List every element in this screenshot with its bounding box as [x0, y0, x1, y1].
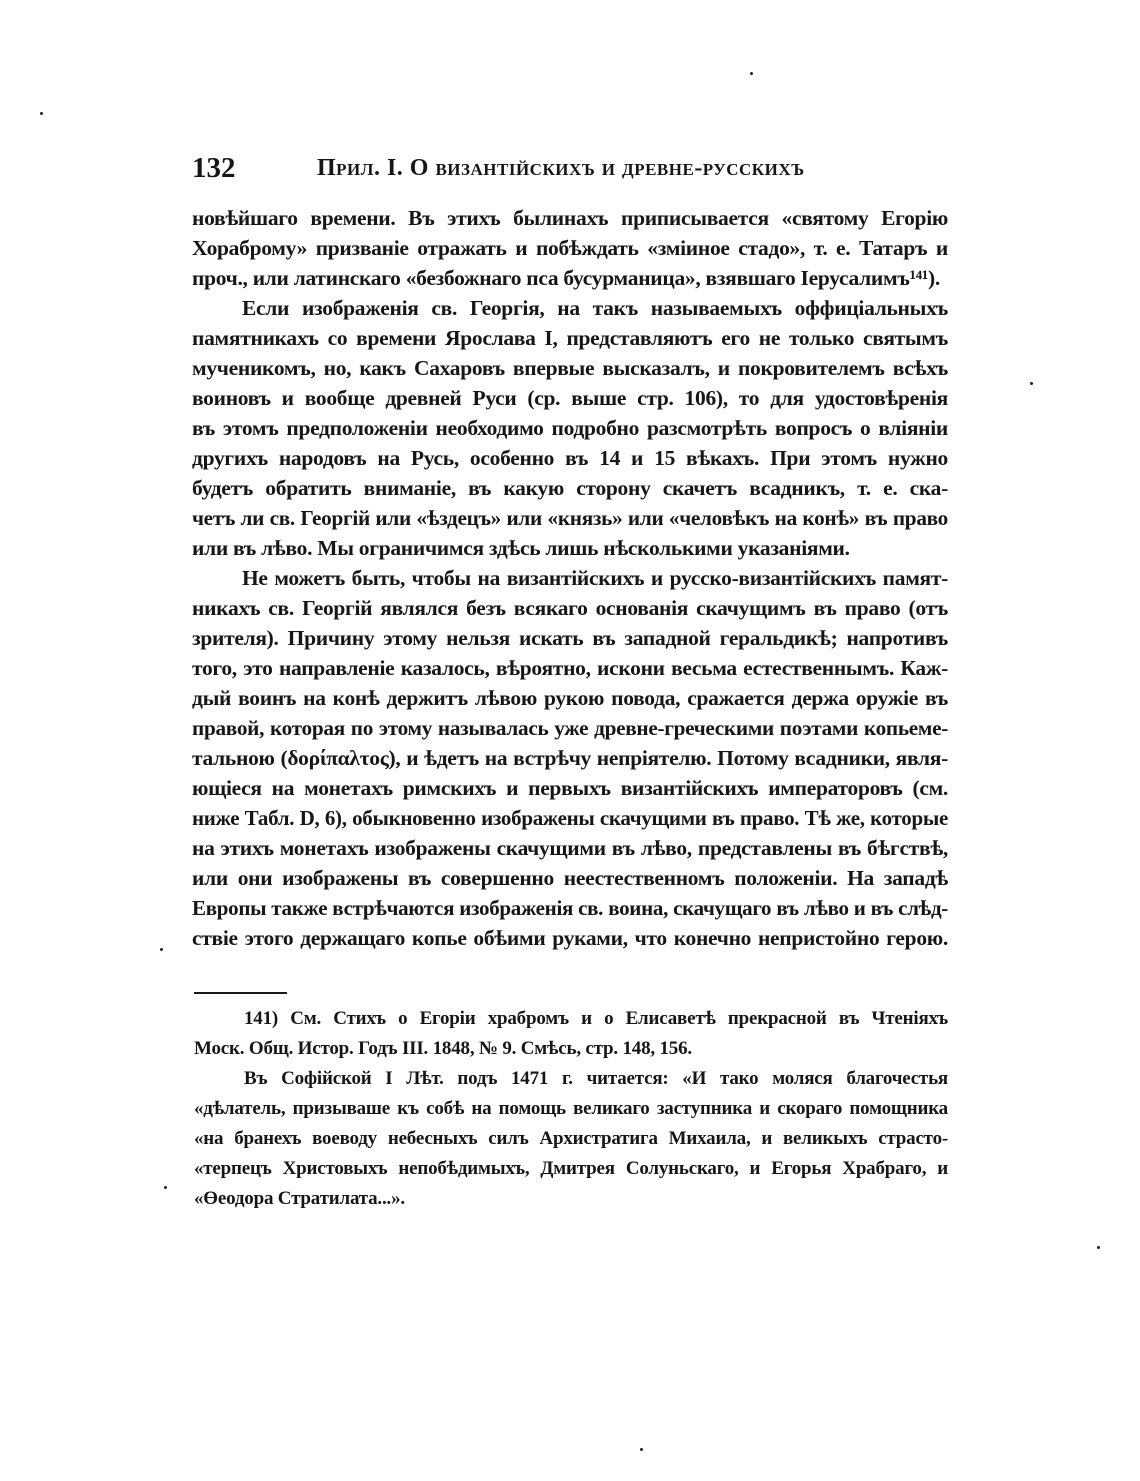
- footnote-line: «на бранехъ воеводу небесныхъ силъ Архистратига Михаила, и великыхъ страсто-: [194, 1128, 948, 1149]
- page-header: [192, 148, 952, 188]
- text-line: или они изображены въ совершенно неестественномъ положеніи. На западѣ: [192, 866, 948, 890]
- text-line: мученикомъ, но, какъ Сахаровъ впервые высказалъ, и покровителемъ всѣхъ: [192, 356, 948, 380]
- text-line: на этихъ монетахъ изображены скачущими въ лѣво, представлены въ бѣгствѣ,: [192, 836, 948, 860]
- running-head: Прил. I. О византійскихъ и древне-русскихъ: [317, 155, 805, 181]
- text-line: тальною (δορίπαλτος), и ѣдетъ на встрѣчу непріятелю. Потому всадники, явля-: [192, 746, 948, 770]
- text-line: другихъ народовъ на Русь, особенно въ 14 и 15 вѣкахъ. При этомъ нужно: [192, 446, 948, 470]
- text-line: того, это направленіе казалось, вѣроятно, искони весьма естественнымъ. Каж-: [192, 656, 948, 680]
- text-line: или въ лѣво. Мы ограничимся здѣсь лишь нѣсколькими указаніями.: [192, 536, 850, 560]
- scan-speck: [40, 112, 43, 115]
- scan-speck: [164, 1186, 167, 1189]
- text-line: ствіе этого держащаго копье обѣими руками, что конечно непристойно герою.: [192, 926, 948, 950]
- footnote-line: 141) См. Стихъ о Егоріи храбромъ и о Елисаветѣ прекрасной въ Чтеніяхъ: [244, 1008, 948, 1029]
- text-line: Европы также встрѣчаются изображенія св. воина, скачущаго въ лѣво и въ слѣд-: [192, 896, 948, 920]
- footnotes: [194, 1004, 948, 1214]
- text-line: въ этомъ предположеніи необходимо подробно разсмотрѣть вопросъ о вліяніи: [192, 416, 948, 440]
- text-line: Не можетъ быть, чтобы на византійскихъ и русско-византійскихъ памят-: [242, 566, 948, 590]
- scan-speck: [640, 1448, 643, 1451]
- scan-speck: [160, 948, 163, 951]
- scan-speck: [1030, 382, 1033, 385]
- footnote-line: «Өеодора Стратилата...».: [194, 1188, 405, 1209]
- text-line: никахъ св. Георгій являлся безъ всякаго основанія скачущимъ въ право (отъ: [192, 596, 948, 620]
- text-line: правой, которая по этому называлась уже древне-греческими поэтами копьеме-: [192, 716, 948, 740]
- text-line: дый воинъ на конѣ держитъ лѣвою рукою повода, сражается держа оружіе въ: [192, 686, 948, 710]
- text-line: ющіеся на монетахъ римскихъ и первыхъ византійскихъ императоровъ (см.: [192, 776, 948, 800]
- text-line: зрителя). Причину этому нельзя искать въ западной геральдикѣ; напротивъ: [192, 626, 948, 650]
- footnote-line: «терпецъ Христовыхъ непобѣдимыхъ, Дмитрея Солуньскаго, и Егорья Храбраго, и: [194, 1158, 948, 1179]
- scan-speck: [1097, 1246, 1100, 1249]
- footnote-line: «дѣлатель, призываше къ собѣ на помощь великаго заступника и скораго помощника: [194, 1098, 948, 1119]
- footnote-divider: [194, 992, 287, 994]
- main-text: [192, 203, 948, 953]
- text-line: четъ ли св. Георгій или «ѣздецъ» или «князь» или «человѣкъ на конѣ» въ право: [192, 506, 948, 530]
- text-line: Если изображенія св. Георгія, на такъ называемыхъ оффиціальныхъ: [242, 296, 948, 320]
- text-line: воиновъ и вообще древней Руси (ср. выше стр. 106), то для удостовѣренія: [192, 386, 948, 410]
- scan-speck: [750, 72, 753, 75]
- text-line: памятникахъ со времени Ярослава I, представляютъ его не только святымъ: [192, 326, 948, 350]
- text-line: Хораброму» призваніе отражать и побѣждать «зміиное стадо», т. е. Татаръ и: [192, 236, 948, 260]
- footnote-line: Въ Софійской I Лѣт. подъ 1471 г. читается: «И тако моляся благочестья: [244, 1068, 948, 1089]
- text-line: будетъ обратить вниманіе, въ какую сторону скачетъ всадникъ, т. е. ска-: [192, 476, 948, 500]
- page-number: 132: [192, 152, 236, 184]
- text-line: ниже Табл. D, 6), обыкновенно изображены скачущими въ право. Тѣ же, которые: [192, 806, 948, 830]
- text-line: новѣйшаго времени. Въ этихъ былинахъ приписывается «святому Егорію: [192, 206, 948, 230]
- text-line: проч., или латинскаго «безбожнаго пса бусурманица», взявшаго Іерусалимъ¹⁴¹).: [192, 266, 940, 290]
- footnote-line: Моск. Общ. Истор. Годъ III. 1848, № 9. Смѣсь, стр. 148, 156.: [194, 1038, 692, 1059]
